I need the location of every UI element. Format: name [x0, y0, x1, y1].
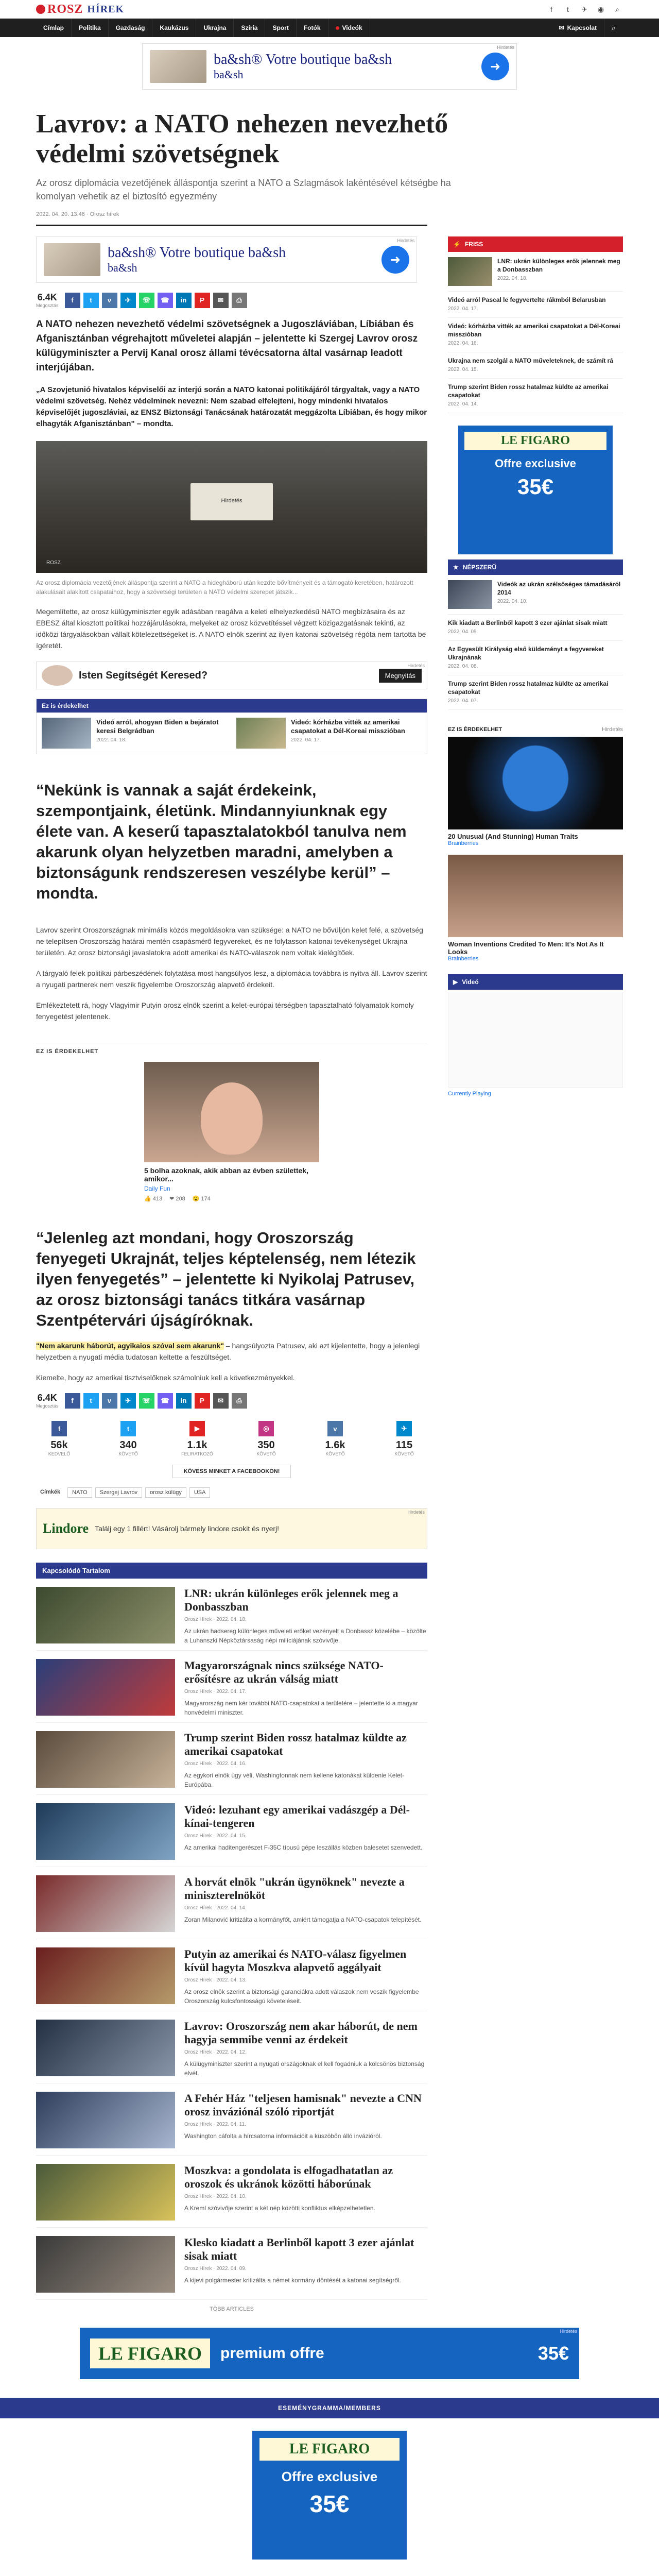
bottom-ad-banner[interactable]: [80, 2328, 579, 2379]
page-wrap: [36, 109, 623, 2312]
related-title: Videó arról, ahogyan Biden a bejáratot keresi Belgrádban: [96, 718, 219, 735]
nav-item[interactable]: Címlap: [36, 19, 72, 37]
sidebar-title: Trump szerint Biden rossz hatalmaz küldte az amerikai csapatokat: [448, 680, 609, 696]
logo-main: ROSZ: [47, 2, 83, 16]
ad-headline: ba&sh® Votre boutique ba&sh: [108, 245, 286, 261]
sidebar: [448, 236, 623, 2312]
sidebar-title: Videók az ukrán szélsőséges támadásáról 2014: [497, 581, 621, 596]
share-count-label: Megosztás: [36, 303, 59, 308]
more-articles-link[interactable]: TÖBB ARTICLES: [210, 2306, 254, 2312]
counter-instagram[interactable]: [243, 1421, 289, 1456]
ad-question: Isten Segítségét Keresed?: [79, 669, 208, 681]
related-content-list: [36, 1579, 427, 2300]
sidebar-recommended-label: [448, 722, 623, 737]
ad-brand: LE FIGARO: [464, 432, 606, 450]
tag-link[interactable]: Szergej Lavrov: [95, 1487, 142, 1498]
reaction-like-icon[interactable]: 👍 413: [144, 1196, 163, 1202]
play-icon: ▶: [453, 978, 458, 986]
share-facebook-icon[interactable]: f: [65, 293, 80, 308]
ad-brand: Lindore: [43, 1521, 89, 1536]
share-telegram-icon[interactable]: ✈: [120, 293, 136, 308]
share-email-icon[interactable]: ✉: [213, 293, 229, 308]
article-paragraph: Kiemelte, hogy az amerikai tisztviselőknek számolniuk kell a következményekkel.: [36, 1374, 295, 1382]
tag-link[interactable]: NATO: [67, 1487, 92, 1498]
recommended-source: Brainberries: [448, 956, 479, 962]
tag-link[interactable]: USA: [189, 1487, 211, 1498]
recommended-label: EZ IS ÉRDEKELHET: [448, 726, 502, 733]
sidebar-text-item[interactable]: [448, 641, 623, 675]
nav-item-label: Videók: [342, 24, 362, 31]
sidebar-thumb: [448, 580, 492, 609]
recommended-widget: [36, 1043, 427, 1202]
reactions: [144, 1195, 319, 1202]
related-content-title: Moszkva: a gondolata is elfogadhatatlan az oroszok és ukránok közötti háborúnak: [184, 2164, 393, 2190]
live-dot-icon: [336, 26, 339, 30]
related-content-text: [184, 2020, 427, 2075]
share-facebook-icon[interactable]: f: [65, 1393, 80, 1409]
nav-item-contact[interactable]: [552, 19, 604, 37]
related-content-byline: Orosz Hírek · 2022. 04. 14.: [184, 1905, 247, 1911]
nav-item[interactable]: Sport: [265, 19, 296, 37]
related-content-byline: Orosz Hírek · 2022. 04. 11.: [184, 2122, 246, 2127]
related-content-thumb: [36, 1947, 175, 2004]
counter-value: 115: [395, 1439, 413, 1451]
ad-brand: LE FIGARO: [259, 2438, 400, 2461]
nav-item[interactable]: Szíria: [234, 19, 265, 37]
share-vk-icon[interactable]: v: [102, 293, 117, 308]
sidebar-text-item[interactable]: [448, 292, 623, 318]
share-count-label: Megosztás: [36, 1403, 59, 1409]
sidebar-text-item[interactable]: [448, 615, 623, 641]
reaction-wow-icon[interactable]: 😮 174: [192, 1196, 211, 1202]
related-date: 2022. 04. 17.: [291, 737, 321, 743]
sidebar-title: Videó: kórházba vitték az amerikai csapatokat a Dél-Koreai misszióban: [448, 323, 620, 338]
related-content-title: Magyarországnak nincs szüksége NATO-erősítésre az ukrán válság miatt: [184, 1659, 384, 1685]
sidebar-date: 2022. 04. 08.: [448, 664, 478, 669]
related-content-item[interactable]: [36, 1939, 427, 2011]
recommended-image: [144, 1062, 319, 1162]
related-content-title: LNR: ukrán különleges erők jelennek meg a Donbasszban: [184, 1587, 398, 1613]
share-whatsapp-icon[interactable]: ☏: [139, 293, 154, 308]
sidebar-head-label: Videó: [462, 978, 479, 986]
share-linkedin-icon[interactable]: in: [176, 1393, 192, 1409]
article-meta: 2022. 04. 20. 13:46 · Orosz hírek: [36, 211, 119, 217]
share-count-value: 6.4K: [37, 1393, 57, 1403]
search-icon[interactable]: ⌕: [615, 5, 619, 13]
sidebar-popular-head: [448, 560, 623, 575]
tag-list: [36, 1487, 427, 1498]
bolt-icon: ⚡: [453, 241, 461, 248]
related-content-excerpt: Washington cáfolta a hírcsatorna információit a küszöbön álló invázióról.: [184, 2132, 382, 2140]
share-viber-icon[interactable]: ☎: [158, 1393, 173, 1409]
share-viber-icon[interactable]: ☎: [158, 293, 173, 308]
ad-open-button[interactable]: Megnyitás: [379, 669, 422, 683]
reaction-count: 413: [152, 1196, 163, 1202]
related-content-excerpt: Az orosz elnök szerint a biztonsági garanciákra adott válaszok nem veszik figyelembe Oroszország kulcsfontosságú követeléseit.: [184, 1988, 419, 2005]
related-content-text: [184, 1875, 427, 1930]
counter-label: KEDVELŐ: [48, 1451, 71, 1456]
share-print-icon[interactable]: ⎙: [232, 293, 247, 308]
related-content-text: [184, 2236, 427, 2291]
ad-tag: Hirdetés: [602, 726, 623, 733]
vk-icon: v: [327, 1421, 343, 1436]
related-content-title: Videó: lezuhant egy amerikai vadászgép a Dél-kínai-tengeren: [184, 1803, 410, 1829]
sidebar-video-head: [448, 974, 623, 990]
related-content-item[interactable]: [36, 1651, 427, 1723]
related-content-thumb: [36, 2236, 175, 2293]
counter-label: FELIRATKOZÓ: [181, 1451, 213, 1456]
sidebar-title: LNR: ukrán különleges erők jelennek meg a Donbasszban: [497, 258, 620, 273]
related-content-title: Trump szerint Biden rossz hatalmaz küldte az amerikai csapatokat: [184, 1731, 407, 1757]
ad-text: Találj egy 1 fillért! Vásárolj bármely lindore csokit és nyerj!: [95, 1524, 280, 1533]
related-content-item[interactable]: [36, 2228, 427, 2300]
counter-label: KÖVETŐ: [325, 1451, 345, 1456]
sidebar-head-label: FRISS: [464, 241, 483, 248]
ad-text: [214, 52, 474, 81]
telegram-icon[interactable]: ✈: [581, 5, 587, 13]
recommended-source: Daily Fun: [144, 1185, 170, 1192]
share-email-icon[interactable]: ✉: [213, 1393, 229, 1409]
reaction-count: 174: [201, 1196, 211, 1202]
related-head: Ez is érdekelhet: [37, 699, 427, 713]
counter-value: 350: [257, 1439, 275, 1451]
main-column: [36, 236, 427, 2312]
share-bar-bottom: [36, 1393, 427, 1409]
recommended-title: 20 Unusual (And Stunning) Human Traits: [448, 833, 578, 840]
social-icons: [546, 4, 623, 15]
ad-arrow-icon[interactable]: ➜: [381, 246, 409, 274]
related-content-thumb: [36, 1803, 175, 1860]
related-text: [291, 718, 422, 749]
related-content-excerpt: Az egykori elnök úgy véli, Washingtonnak nem kellene katonákat küldenie Kelet-Európába.: [184, 1772, 405, 1788]
sidebar-thumb: [448, 257, 492, 286]
sidebar-video-player[interactable]: [448, 990, 623, 1088]
sidebar-date: 2022. 04. 18.: [497, 276, 528, 281]
related-content-title: A Fehér Ház "teljesen hamisnak" nevezte a CNN orosz inváziónál szóló riportját: [184, 2092, 422, 2118]
title-divider: [36, 225, 427, 226]
video-label: Hirdetés: [221, 498, 242, 504]
social-counters: [36, 1421, 427, 1456]
counter-telegram[interactable]: [381, 1421, 427, 1456]
related-content-title: Putyin az amerikai és NATO-válasz figyelmen kívül hagyta Moszkva alapvető aggályait: [184, 1947, 407, 1974]
sidebar-date: 2022. 04. 10.: [497, 599, 528, 604]
counter-vk[interactable]: [312, 1421, 358, 1456]
related-content-item[interactable]: [36, 1579, 427, 1651]
inline-ad-banner[interactable]: [36, 236, 417, 283]
related-thumb: [236, 718, 286, 749]
nav-item[interactable]: Ukrajna: [196, 19, 234, 37]
related-content-thumb: [36, 2092, 175, 2148]
ad-price: 35€: [537, 2343, 569, 2364]
currently-playing: Currently Playing: [448, 1091, 491, 1097]
share-vk-icon[interactable]: v: [102, 1393, 117, 1409]
related-content-item[interactable]: [36, 2011, 427, 2083]
video-player[interactable]: [36, 441, 427, 573]
main-nav: [0, 19, 659, 37]
sidebar-date: 2022. 04. 14.: [448, 401, 478, 407]
related-content-thumb: [36, 1587, 175, 1643]
counter-value: 340: [119, 1439, 137, 1451]
related-content-text: [184, 2164, 427, 2219]
recommended-face: [201, 1082, 263, 1155]
related-content-head: Kapcsolódó Tartalom: [36, 1563, 427, 1579]
counter-value: 1.1k: [187, 1439, 207, 1451]
video-caption: Az orosz diplomácia vezetőjének álláspontja szerint a NATO a hidegháború után kezdte bővítményeit és a támogató keretében, határozott alakulásait alakított csapataihoz, hogy a szövetségi területen a NATO védelmi szerepet játszik...: [36, 579, 413, 596]
ad-tag: Hirdetés: [397, 238, 414, 243]
sidebar-date: 2022. 04. 07.: [448, 698, 478, 704]
article-paragraph: Lavrov szerint Oroszországnak minimális közös megoldásokra van szüksége: a NATO ne bővüljön kelet felé, a szövetség ne telepítsen Oroszország határai mentén csapásmérő fegyvereket, és ne folytasson katonai tevékenységet Ukrajna területén. Az orosz biztonsági javaslatokra adott amerikai és NATO-válaszok nem voltak kielégítőek.: [36, 926, 423, 957]
share-count: [36, 1393, 59, 1409]
counter-label: KÖVETŐ: [118, 1451, 138, 1456]
recommended-title: Woman Inventions Credited To Men: It's Not As It Looks: [448, 940, 604, 956]
video-brand: ROSZ: [46, 560, 61, 566]
related-content-text: [184, 1803, 427, 1858]
related-content-excerpt: A kijevi polgármester kritizálta a német kormány döntését a katonai segítségről.: [184, 2277, 401, 2284]
share-twitter-icon[interactable]: t: [83, 293, 99, 308]
related-content-item[interactable]: [36, 1867, 427, 1939]
ad-text: Offre exclusive: [281, 2469, 378, 2484]
counter-twitter[interactable]: [105, 1421, 151, 1456]
footer-bar: ESEMÉNYGRAMMA/MEMBERS: [0, 2398, 659, 2418]
related-content-text: [184, 2092, 427, 2147]
lindore-ad[interactable]: [36, 1508, 427, 1549]
related-content-text: [184, 1731, 427, 1786]
top-ad-banner[interactable]: [142, 43, 517, 90]
related-content-item[interactable]: [36, 1723, 427, 1795]
share-print-icon[interactable]: ⎙: [232, 1393, 247, 1409]
related-content-byline: Orosz Hírek · 2022. 04. 10.: [184, 2194, 247, 2199]
nav-item[interactable]: Politika: [72, 19, 109, 37]
recommended-image: [448, 737, 623, 829]
article-paragraph: Megemlítette, az orosz külügyminiszter egyik adásában reagálva a keleti elhelyezkedésű NATO megbízásaira és az EBESZ által kiosztott politikai hozzájárulásokra, melyeket az orosz közvetítéssel végzett közigazgatásnak tekinti, az időközi tárgyalásokban vállalt kötelezettségeket is. A NATO elnök szerint az ilyen katonai szövetség régóta nem tartotta be ígéretét.: [36, 607, 426, 650]
share-telegram-icon[interactable]: ✈: [120, 1393, 136, 1409]
facebook-icon[interactable]: f: [550, 5, 552, 13]
related-item[interactable]: [236, 718, 422, 749]
related-content-text: [184, 1947, 427, 2003]
ad-brand: ba&sh: [214, 68, 244, 81]
related-content-thumb: [36, 1731, 175, 1788]
related-content-item[interactable]: [36, 2156, 427, 2228]
tags-label: Címkék: [40, 1489, 61, 1495]
related-box: [36, 699, 427, 754]
related-title: Videó: kórházba vitték az amerikai csapatokat a Dél-Koreai misszióban: [291, 718, 405, 735]
ad-tag: Hirdetés: [407, 663, 425, 668]
share-linkedin-icon[interactable]: in: [176, 293, 192, 308]
article-intro: A NATO nehezen nevezhető védelmi szövetségnek a Jugoszláviában, Líbiában és Afganisztánban végrehajtott műveletei alapján – jelentette ki Szergej Lavrov orosz külügyminiszter a Pervij Kanal orosz állami tévécsatorna által vasárnap leadott interjújában.: [36, 319, 418, 373]
ad-image: [42, 665, 73, 686]
sidebar-date: 2022. 04. 17.: [448, 306, 478, 312]
sidebar-text: [497, 580, 623, 609]
ad-image: [44, 243, 100, 276]
ad-tag: Hirdetés: [407, 1510, 425, 1515]
ad-brand: LE FIGARO: [90, 2338, 210, 2368]
sidebar-ad[interactable]: [458, 426, 613, 554]
sidebar-friss-head: [448, 236, 623, 252]
nav-item[interactable]: Kaukázus: [152, 19, 196, 37]
recommended-label: EZ IS ÉRDEKELHET: [36, 1048, 99, 1055]
related-date: 2022. 04. 18.: [96, 737, 127, 743]
sidebar-recommended-card[interactable]: [448, 737, 623, 846]
related-thumb: [42, 718, 91, 749]
share-pinterest-icon[interactable]: P: [195, 293, 210, 308]
facebook-icon: f: [51, 1421, 67, 1436]
related-content-byline: Orosz Hírek · 2022. 04. 09.: [184, 2266, 247, 2272]
highlight-paragraph: [36, 1340, 427, 1363]
sidebar-title: Videó arról Pascal le fegyvertelte rákmból Belarusban: [448, 296, 606, 303]
related-content-excerpt: Az ukrán hadsereg különleges műveleti erőket vezényelt a Donbassz közelébe – közölte a Luhanszki Népköztársaság népi milíciájának szóvivője.: [184, 1628, 426, 1644]
fire-icon: ★: [453, 564, 459, 571]
nav-item[interactable]: Fotók: [297, 19, 328, 37]
ad-price: 35€: [309, 2490, 350, 2517]
related-content-byline: Orosz Hírek · 2022. 04. 17.: [184, 1689, 247, 1694]
twitter-icon[interactable]: t: [567, 5, 569, 13]
sidebar-item[interactable]: [448, 575, 623, 615]
counter-value: 1.6k: [325, 1439, 345, 1451]
ad-tag: Hirdetés: [560, 2329, 577, 2334]
reaction-love-icon[interactable]: ❤ 208: [169, 1196, 185, 1202]
counter-value: 56k: [50, 1439, 68, 1451]
counter-facebook[interactable]: [36, 1421, 82, 1456]
share-bar: [36, 292, 427, 308]
site-logo[interactable]: [36, 3, 124, 16]
related-content-excerpt: Az amerikai haditengerészet F-35C típusú gépe leszállás közben balesetet szenvedett.: [184, 1844, 423, 1851]
counter-label: KÖVETŐ: [256, 1451, 276, 1456]
sidebar-video: [448, 974, 623, 1097]
article-paragraph: A tárgyaló felek politikai párbeszédének folytatása most hangsúlyos lesz, a diplomácia továbbra is nyitva áll. Lavrov szerint a nyugati partnerek nem veszik figyelembe Oroszország alapvető érdekeit.: [36, 969, 427, 989]
related-text: [96, 718, 227, 749]
content-grid: [36, 236, 623, 2312]
highlight-rest: – hangsúlyozta Patrusev, aki azt kijelentette, hogy a jelenlegi helyzetben a nyugati média tudatosan keltette a feszültséget.: [36, 1342, 420, 1361]
logo-dot-icon: [36, 5, 45, 14]
nav-item[interactable]: Gazdaság: [109, 19, 153, 37]
question-ad[interactable]: [36, 662, 427, 689]
share-pinterest-icon[interactable]: P: [195, 1393, 210, 1409]
highlight-mark: "Nem akarunk háborút, agyikaios szóval sem akarunk": [36, 1342, 224, 1350]
sidebar-recommended: [448, 722, 623, 962]
recommended-title: 5 bolha azoknak, akik abban az évben születtek, amikor...: [144, 1166, 309, 1183]
sidebar-text-item[interactable]: [448, 352, 623, 379]
related-content-thumb: [36, 2020, 175, 2076]
sidebar-head-label: NÉPSZERŰ: [462, 564, 497, 571]
nav-search-icon[interactable]: ⌕: [611, 23, 616, 32]
recommended-source: Brainberries: [448, 840, 479, 846]
ad-arrow-icon[interactable]: ➜: [481, 53, 509, 80]
video-screen: [190, 483, 273, 520]
mail-icon: ✉: [559, 24, 564, 31]
counter-youtube[interactable]: [174, 1421, 220, 1456]
share-twitter-icon[interactable]: t: [83, 1393, 99, 1409]
sidebar-friss: [448, 236, 623, 413]
related-content-excerpt: A Kreml szóvivője szerint a két nép közötti konfliktus elképzelhetetlen.: [184, 2205, 375, 2212]
reaction-count: 208: [176, 1196, 185, 1202]
related-content-title: A horvát elnök "ukrán ügynöknek" nevezte a miniszterelnököt: [184, 1875, 405, 1902]
telegram-icon: ✈: [396, 1421, 412, 1436]
ad-headline: ba&sh® Votre boutique ba&sh: [214, 52, 392, 67]
top-bar: [0, 0, 659, 19]
related-content-excerpt: Zoran Milanović kritizálta a kormányfőt, amiért támogatja a NATO-csapatok telepítését.: [184, 1916, 422, 1923]
ad-price: 35€: [517, 474, 554, 499]
related-content-excerpt: Magyarország nem kér további NATO-csapatokat a területére – jelentette ki a magyar honvédelmi miniszter.: [184, 1700, 418, 1716]
ad-text: Offre exclusive: [495, 457, 576, 470]
related-content-title: Lavrov: Oroszország nem akar háborút, de nem hagyja semmibe venni az érdekeit: [184, 2020, 418, 2046]
sidebar-date: 2022. 04. 16.: [448, 341, 478, 346]
counter-label: KÖVETŐ: [394, 1451, 414, 1456]
related-content-excerpt: A külügyminiszter szerint a nyugati országoknak el kell fogadniuk a kölcsönös biztonság elvét.: [184, 2060, 425, 2077]
tag-link[interactable]: orosz külügy: [145, 1487, 186, 1498]
related-item[interactable]: [42, 718, 227, 749]
sidebar-item[interactable]: [448, 252, 623, 292]
ad-image: [150, 50, 206, 83]
related-content-item[interactable]: [36, 2083, 427, 2156]
sidebar-recommended-card[interactable]: [448, 855, 623, 962]
youtube-icon: ▶: [189, 1421, 205, 1436]
ad-tag: Hirdetés: [497, 45, 514, 50]
sidebar-text: [497, 257, 623, 286]
related-content-byline: Orosz Hírek · 2022. 04. 16.: [184, 1761, 247, 1767]
pull-quote: “Nekünk is vannak a saját érdekeink, szempontjaink, életünk. Mindannyiunknak egy élete van. A keserű tapasztalatokból tanulva nem akarunk olyan helyzetben maradni, amelyben a biztonságunk rendszeresen veszélybe kerül” – mondta.: [36, 781, 407, 902]
ad-text: premium offre: [220, 2345, 324, 2362]
recommended-image: [448, 855, 623, 937]
related-content-item[interactable]: [36, 1795, 427, 1867]
logo-sub: HÍREK: [87, 3, 125, 15]
related-content-thumb: [36, 2164, 175, 2221]
share-whatsapp-icon[interactable]: ☏: [139, 1393, 154, 1409]
recommended-card[interactable]: [144, 1062, 319, 1202]
pull-quote: “Jelenleg azt mondani, hogy Oroszország fenyegeti Ukrajnát, teljes képtelenség, nem létezik ilyen fenyegetés” – jelentette ki Nyikolaj Patrusev, az orosz biztonsági tanács titkára vasárnap Szentpétervári újságíróknak.: [36, 1229, 416, 1329]
sidebar-date: 2022. 04. 15.: [448, 367, 478, 372]
sidebar-text-item[interactable]: [448, 318, 623, 352]
follow-facebook-button[interactable]: KÖVESS MINKET A FACEBOOKON!: [172, 1465, 291, 1478]
sidebar-text-item[interactable]: [448, 379, 623, 413]
sidebar-text-item[interactable]: [448, 675, 623, 710]
instagram-icon: ◎: [258, 1421, 274, 1436]
ad-brand: ba&sh: [108, 261, 137, 274]
related-content-title: Klesko kiadatt a Berlinből kapott 3 ezer ajánlat sisak miatt: [184, 2236, 414, 2262]
related-content-thumb: [36, 1875, 175, 1932]
related-content-text: [184, 1659, 427, 1714]
related-content-text: [184, 1587, 427, 1642]
page-title: Lavrov: a NATO nehezen nevezhető védelmi szövetségnek: [36, 109, 448, 168]
share-count-value: 6.4K: [37, 292, 57, 302]
footer-ad[interactable]: [252, 2431, 407, 2560]
related-content-byline: Orosz Hírek · 2022. 04. 13.: [184, 1977, 247, 1983]
related-content-byline: Orosz Hírek · 2022. 04. 15.: [184, 1833, 247, 1839]
share-count: [36, 292, 59, 308]
sidebar-title: Trump szerint Biden rossz hatalmaz küldte az amerikai csapatokat: [448, 383, 609, 399]
nav-item-videos[interactable]: [328, 19, 370, 37]
twitter-icon: t: [120, 1421, 136, 1436]
related-content: [36, 1563, 427, 2312]
sidebar-title: Ukrajna nem szolgál a NATO műveleteknek, de számít rá: [448, 357, 614, 364]
nav-contact-label: Kapcsolat: [567, 24, 597, 31]
related-content-byline: Orosz Hírek · 2022. 04. 18.: [184, 1617, 247, 1622]
ad-text: [108, 245, 374, 275]
related-content-thumb: [36, 1659, 175, 1716]
sidebar-title: Kik kiadatt a Berlinből kapott 3 ezer ajánlat sisak miatt: [448, 619, 608, 626]
sidebar-popular: [448, 560, 623, 710]
article-lead: Az orosz diplomácia vezetőjének álláspontja szerint a NATO a Szlagmások lakéntésével kétségbe ha komolyan vehetik az el biztosító egyezmény: [36, 178, 451, 201]
related-row: [37, 713, 427, 754]
related-content-byline: Orosz Hírek · 2022. 04. 12.: [184, 2049, 247, 2055]
rss-icon[interactable]: ◉: [597, 5, 604, 13]
article-quote: „A Szovjetunió hivatalos képviselői az interjú során a NATO katonai politikájáról tárgyaltak, vagy a NATO védelmi szövetség. Nehéz védelminek nevezni: Nem szabad elfelejteni, hogy mindenki hivatalos képviselőjét jugoszláviai, az ENSZ Biztonsági Tanácsának határozatát meggázolta Líbiában, és hogy mikor elhagyták Afganisztánban" – mondta.: [36, 385, 427, 428]
sidebar-date: 2022. 04. 09.: [448, 629, 478, 635]
article-paragraph: Emlékeztetett rá, hogy Vlagyimir Putyin orosz elnök szerint a kelet-európai térségben tapasztalható folyamatok komoly fenyegetést jelentenek.: [36, 1001, 414, 1021]
sidebar-title: Az Egyesült Királyság első küldeményt a fegyvereket Ukrajnának: [448, 646, 604, 661]
